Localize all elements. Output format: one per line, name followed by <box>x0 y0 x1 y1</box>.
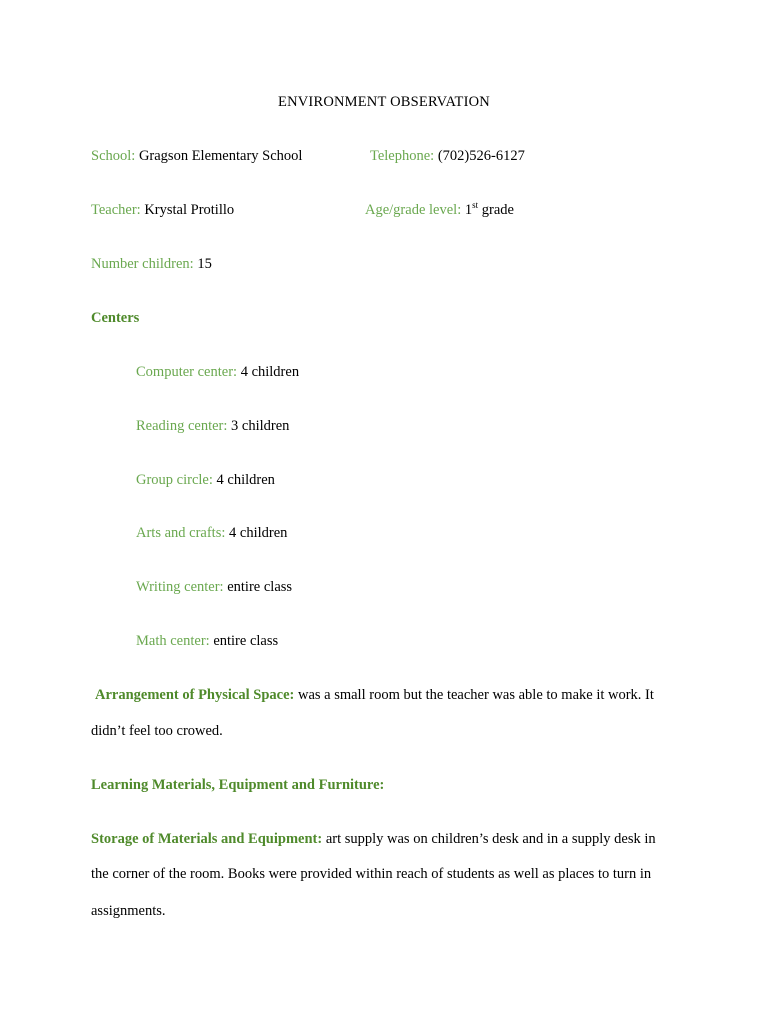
center-item <box>136 524 287 542</box>
learning-materials-heading: Learning Materials, Equipment and Furniture: <box>91 777 385 793</box>
school-value: Gragson Elementary School <box>138 148 303 164</box>
center-label: Writing center: <box>136 579 224 595</box>
centers-heading: Centers <box>91 310 140 326</box>
storage-text-1: art supply was on children’s desk and in a supply desk in <box>325 831 656 847</box>
arrangement-label: Arrangement of Physical Space: <box>95 687 295 703</box>
teacher-row <box>91 201 234 219</box>
storage-text-3: assignments. <box>91 903 166 919</box>
center-label: Computer center: <box>136 364 238 380</box>
age-grade-rest: grade <box>481 202 514 218</box>
center-item <box>136 417 289 435</box>
telephone-label: Telephone: <box>370 148 435 164</box>
telephone-value: (702)526-6127 <box>437 148 525 164</box>
telephone-row <box>370 147 525 165</box>
teacher-value: Krystal Protillo <box>144 202 235 218</box>
center-value: entire class <box>213 633 279 649</box>
center-value: 3 children <box>231 418 290 434</box>
center-item <box>136 578 292 596</box>
center-label: Math center: <box>136 633 210 649</box>
page-title: ENVIRONMENT OBSERVATION <box>278 94 490 110</box>
center-item <box>136 632 278 650</box>
center-label: Reading center: <box>136 418 228 434</box>
center-item <box>136 363 299 381</box>
arrangement-paragraph-line1 <box>95 686 654 704</box>
age-grade-number: 1 <box>464 202 473 218</box>
center-value: 4 children <box>240 364 300 380</box>
storage-text-2: the corner of the room. Books were provided within reach of students as well as places to turn in <box>91 866 652 882</box>
arrangement-text-1: was a small room but the teacher was able to make it work. It <box>297 687 654 703</box>
center-item <box>136 471 275 489</box>
school-row <box>91 147 302 165</box>
center-label: Arts and crafts: <box>136 525 226 541</box>
number-children-label: Number children: <box>91 256 194 272</box>
age-grade-label: Age/grade level: <box>365 202 462 218</box>
teacher-label: Teacher: <box>91 202 141 218</box>
age-grade-row <box>365 201 514 219</box>
center-value: 4 children <box>229 525 288 541</box>
number-children-row <box>91 255 212 273</box>
center-value: 4 children <box>216 472 275 488</box>
school-label: School: <box>91 148 136 164</box>
center-label: Group circle: <box>136 472 213 488</box>
arrangement-text-2: didn’t feel too crowed. <box>91 723 223 739</box>
storage-label: Storage of Materials and Equipment: <box>91 831 323 847</box>
center-value: entire class <box>227 579 293 595</box>
age-grade-value <box>465 202 514 218</box>
age-grade-suffix: st <box>472 200 479 211</box>
number-children-value: 15 <box>197 256 212 272</box>
storage-paragraph-line1 <box>91 830 656 848</box>
